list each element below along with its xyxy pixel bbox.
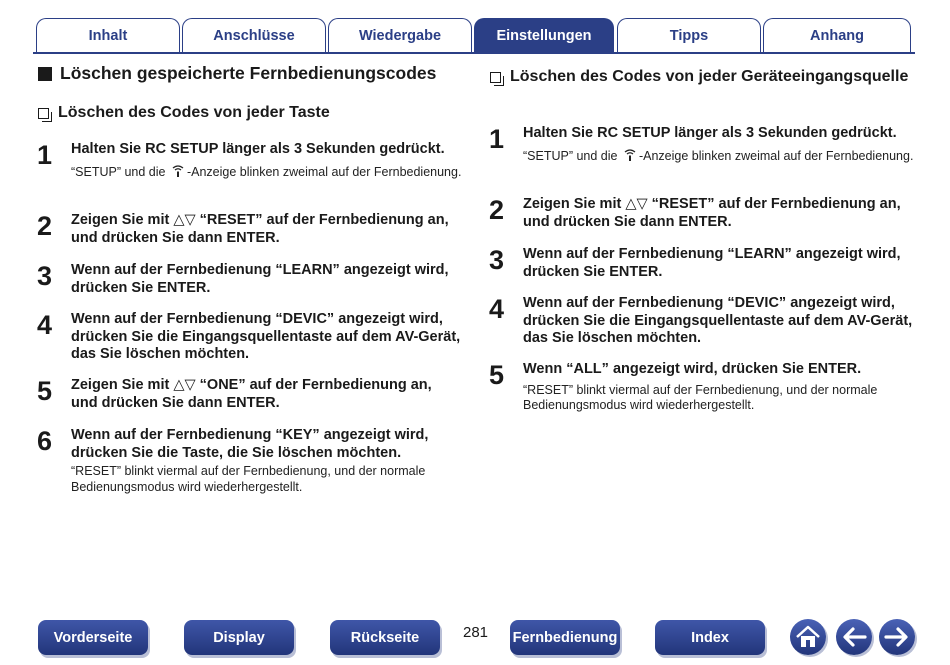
left-subtitle-text: Löschen des Codes von jeder Taste	[58, 104, 330, 121]
step-text: Halten Sie RC SETUP länger als 3 Sekunden gedrückt.	[71, 141, 445, 157]
right-subtitle-text: Löschen des Codes von jeder Geräteeingangsquelle	[510, 68, 909, 85]
rear-panel-button[interactable]: Rückseite	[330, 620, 440, 655]
step-note-part-b: -Anzeige blinken zweimal auf der Fernbedienung.	[638, 148, 914, 163]
step-note: “RESET” blinkt viermal auf der Fernbedienung, und der normale Bedienungsmodus wird wiederhergestellt.	[523, 382, 878, 412]
step-text: Zeigen Sie mit △▽ “ONE” auf der Fernbedienung an, und drücken Sie dann ENTER.	[71, 377, 432, 411]
step-number: 4	[489, 294, 505, 324]
step-text: Zeigen Sie mit △▽ “RESET” auf der Fernbedienung an, und drücken Sie dann ENTER.	[71, 212, 449, 246]
remote-signal-icon	[623, 148, 637, 162]
arrow-left-icon	[841, 627, 867, 647]
step-text: Wenn auf der Fernbedienung “LEARN” angezeigt wird, drücken Sie ENTER.	[523, 246, 901, 280]
left-step-1	[37, 141, 462, 180]
back-button[interactable]	[836, 619, 872, 655]
step-text: Wenn auf der Fernbedienung “DEVIC” angezeigt wird, drücken Sie die Eingangsquellentaste auf dem AV-Gerät, das Sie löschen möchten.	[523, 295, 913, 346]
step-number: 5	[37, 376, 53, 406]
step-number: 2	[489, 195, 505, 225]
left-step-5	[37, 377, 462, 412]
step-text: Halten Sie RC SETUP länger als 3 Sekunden gedrückt.	[523, 125, 897, 141]
step-note	[523, 148, 914, 165]
step-note-part-b: -Anzeige blinken zweimal auf der Fernbedienung.	[186, 164, 462, 179]
step-number: 5	[489, 360, 505, 390]
step-note-part-a: “SETUP” und die	[71, 164, 166, 179]
left-step-4	[37, 311, 462, 364]
step-number: 2	[37, 211, 53, 241]
arrow-right-icon	[884, 627, 910, 647]
tab-inhalt[interactable]: Inhalt	[36, 18, 180, 52]
right-step-5	[489, 361, 914, 414]
tab-wiedergabe[interactable]: Wiedergabe	[328, 18, 472, 52]
step-note	[71, 164, 462, 181]
tab-anhang[interactable]: Anhang	[763, 18, 911, 52]
step-number: 6	[37, 426, 53, 456]
tab-bar	[0, 0, 950, 56]
display-button[interactable]: Display	[184, 620, 294, 655]
right-step-2	[489, 196, 914, 231]
step-text: Wenn “ALL” angezeigt wird, drücken Sie ENTER.	[523, 361, 862, 377]
index-button[interactable]: Index	[655, 620, 765, 655]
step-number: 1	[489, 124, 505, 154]
tab-einstellungen[interactable]: Einstellungen	[474, 18, 614, 52]
home-icon	[795, 625, 821, 649]
section-title	[38, 63, 458, 84]
front-panel-button[interactable]: Vorderseite	[38, 620, 148, 655]
tab-anschluesse[interactable]: Anschlüsse	[182, 18, 326, 52]
subheading-box-icon	[490, 72, 501, 83]
remote-control-button[interactable]: Fernbedienung	[510, 620, 620, 655]
step-number: 4	[37, 310, 53, 340]
step-note: “RESET” blinkt viermal auf der Fernbedienung, und der normale Bedienungsmodus wird wiederhergestellt.	[71, 464, 426, 494]
step-text: Wenn auf der Fernbedienung “LEARN” angezeigt wird, drücken Sie ENTER.	[71, 262, 449, 296]
step-number: 1	[37, 140, 53, 170]
forward-button[interactable]	[879, 619, 915, 655]
square-bullet-icon	[38, 67, 52, 81]
right-step-3	[489, 246, 914, 281]
step-text: Wenn auf der Fernbedienung “KEY” angezeigt wird, drücken Sie die Taste, die Sie löschen möchten.	[71, 427, 429, 461]
remote-signal-icon	[171, 164, 185, 178]
step-number: 3	[489, 245, 505, 275]
tab-tipps[interactable]: Tipps	[617, 18, 761, 52]
step-text: Zeigen Sie mit △▽ “RESET” auf der Fernbedienung an, und drücken Sie dann ENTER.	[523, 196, 901, 230]
section-title-text: Löschen gespeicherte Fernbedienungscodes	[60, 63, 437, 83]
left-step-2	[37, 212, 462, 247]
right-step-4	[489, 295, 914, 348]
tab-underline	[33, 52, 915, 54]
left-step-3	[37, 262, 462, 297]
right-subtitle	[490, 68, 910, 86]
home-button[interactable]	[790, 619, 826, 655]
page-number: 281	[462, 624, 489, 641]
step-number: 3	[37, 261, 53, 291]
left-step-6	[37, 427, 462, 495]
left-subtitle	[38, 104, 458, 122]
right-step-1	[489, 125, 914, 164]
subheading-box-icon	[38, 108, 49, 119]
step-note-part-a: “SETUP” und die	[523, 148, 618, 163]
step-text: Wenn auf der Fernbedienung “DEVIC” angezeigt wird, drücken Sie die Eingangsquellentaste auf dem AV-Gerät, das Sie löschen möchten.	[71, 311, 461, 362]
